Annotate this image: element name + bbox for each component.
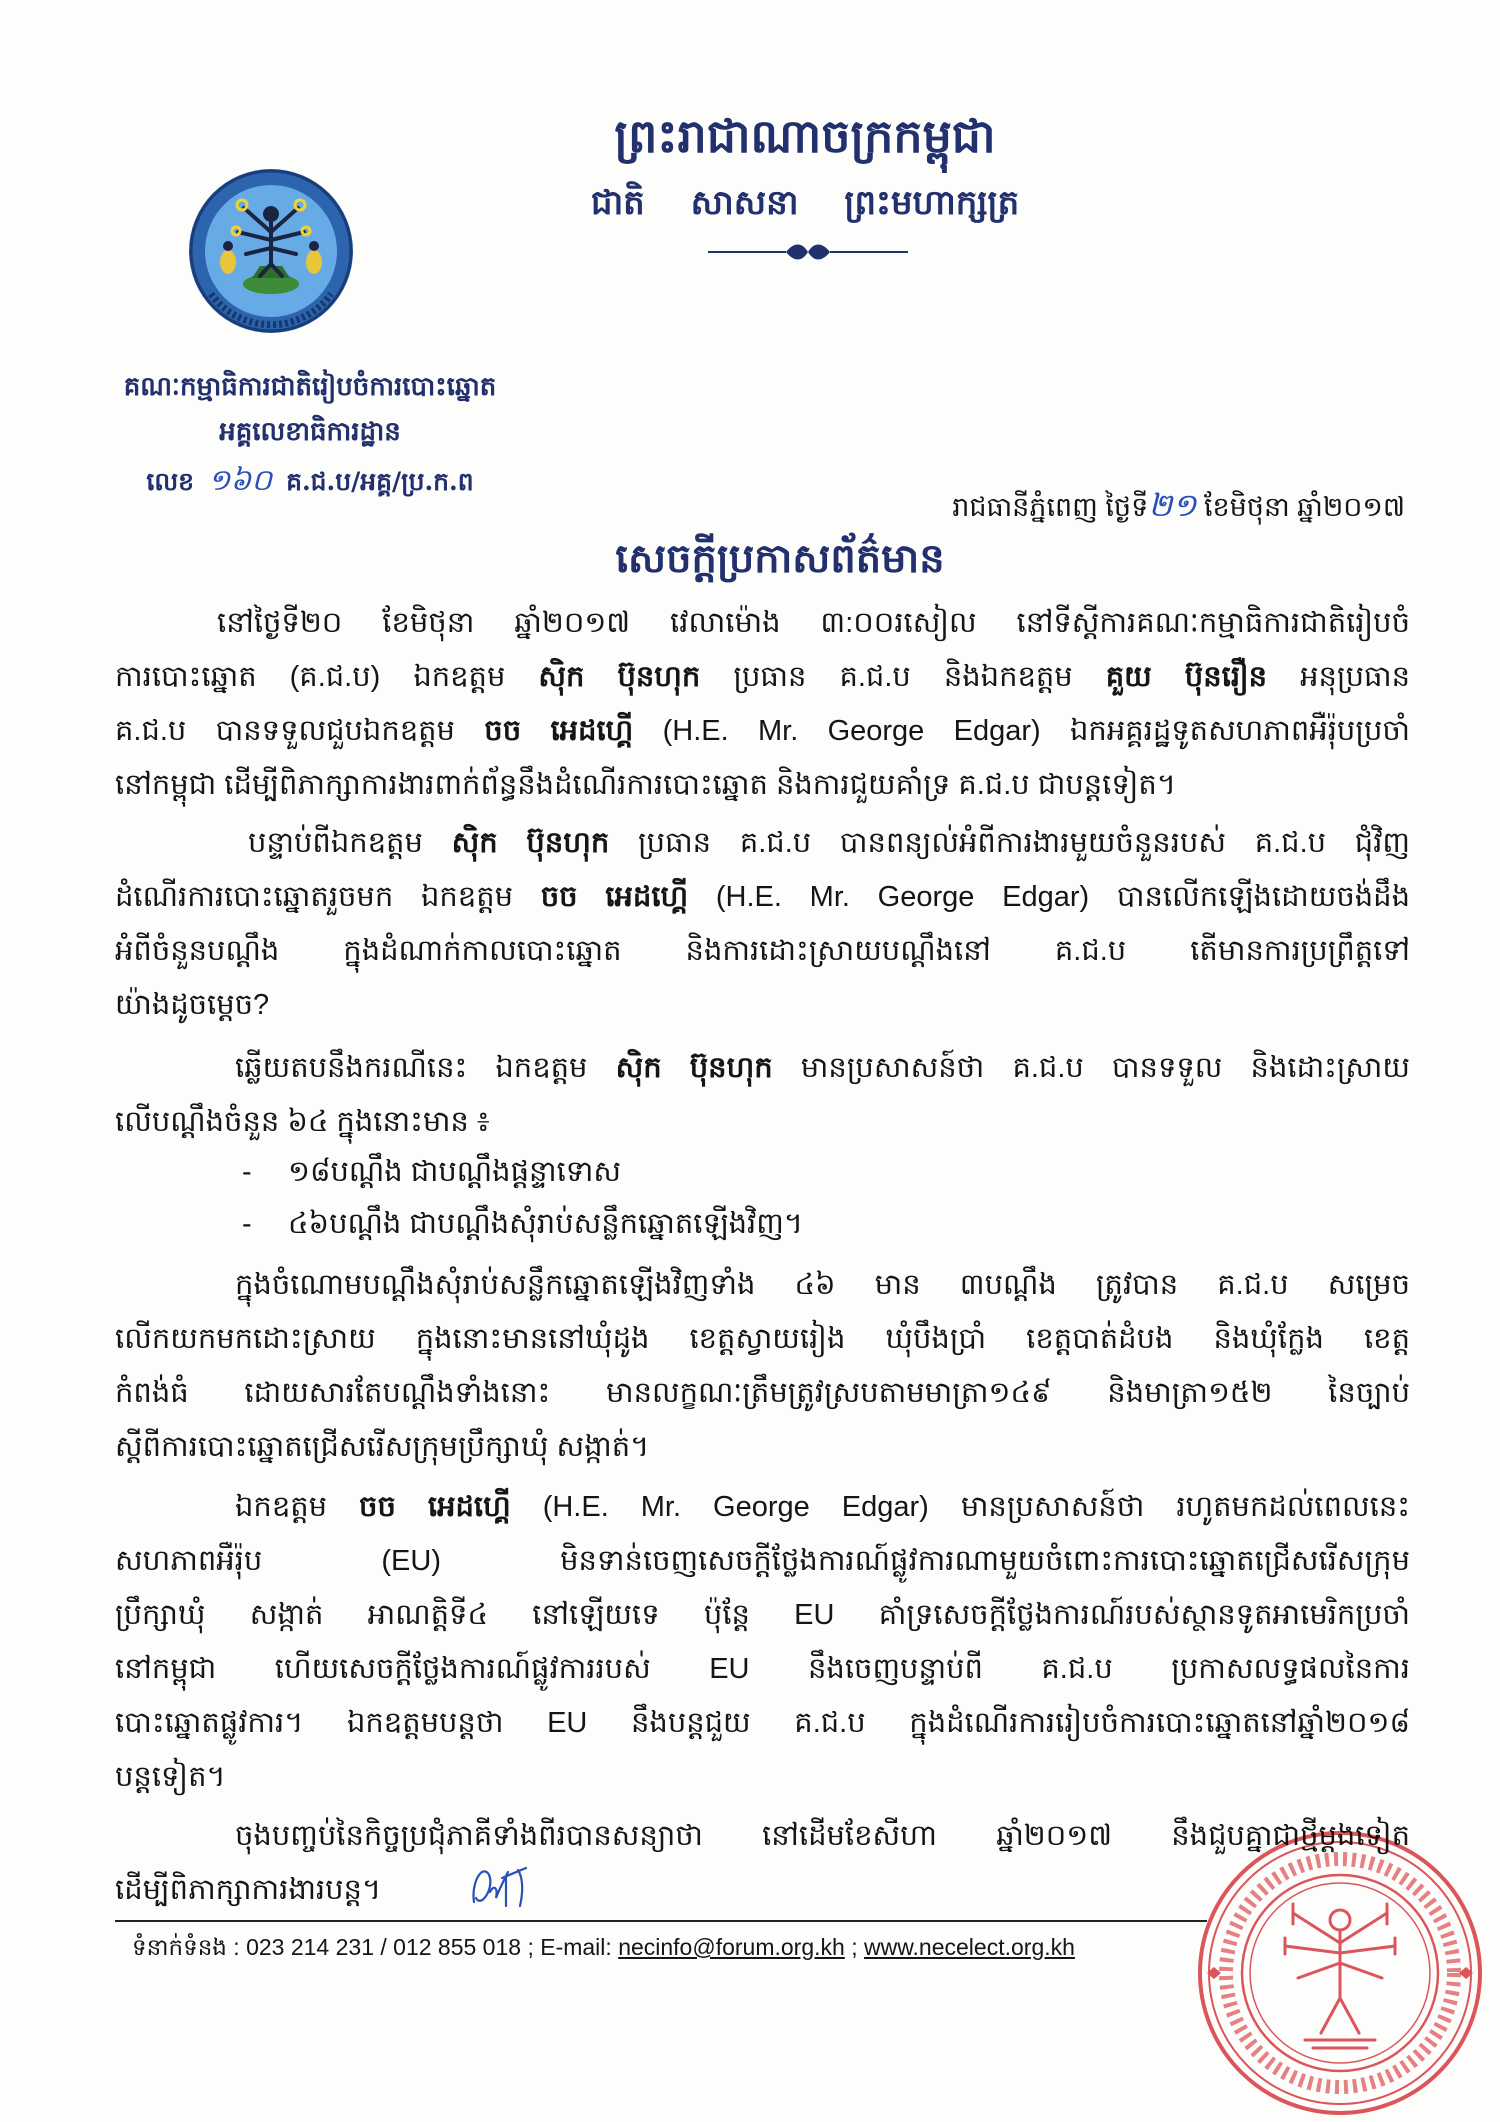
kingdom-title: ព្រះរាជាណាចក្រកម្ពុជា (614, 109, 996, 163)
text-run: លើបណ្តឹងចំនួន ៦៤ ក្នុងនោះមាន ៖ (115, 1106, 490, 1138)
footer-divider (115, 1920, 1207, 1922)
contact-label: ទំនាក់ទំនង : (132, 1934, 240, 1960)
text-line (115, 1750, 1410, 1804)
text-run: នៅថ្ងៃទី២០ ខែមិថុនា ឆ្នាំ២០១៧ វេលាម៉ោង ៣:០០រសៀល នៅទីស្តីការគណៈកម្មាធិការជាតិរៀបចំ (217, 607, 1410, 639)
text-line (115, 816, 1410, 870)
text-run: ប្រធាន គ.ជ.ប និងឯកឧត្តម (700, 661, 1106, 693)
body-paragraph (115, 816, 1410, 1032)
official-name: គួយ ប៊ុនរឿន (1105, 661, 1268, 693)
text-run: (H.E. Mr. George Edgar) បានលើកឡើងដោយចង់ដឹង (688, 881, 1410, 913)
complaint-list (115, 1146, 1410, 1250)
date-handwritten-day: ២១ (1148, 486, 1197, 524)
date-month-year: ខែមិថុនា ឆ្នាំ២០១៧ (1196, 492, 1405, 522)
official-name: ស៊ិក ប៊ុនហុក (451, 827, 610, 859)
text-line (115, 1642, 1410, 1696)
text-line (115, 924, 1410, 978)
reference-handwritten-number: ១៦០ (208, 463, 273, 497)
text-line (115, 596, 1410, 650)
official-name: ស៊ិក ប៊ុនហុក (615, 1052, 773, 1084)
text-line (115, 758, 1410, 812)
text-line (115, 1366, 1410, 1420)
footer-separator: ; (851, 1934, 858, 1960)
text-line (115, 1420, 1410, 1474)
text-run: នៅកម្ពុជា ដើម្បីពិភាក្សាការងារពាក់ព័ន្ធនឹងដំណើរការបោះឆ្នោត និងការជួយគាំទ្រ គ.ជ.ប ជាបន្តទៀត។ (115, 769, 1176, 801)
list-item (115, 1146, 1410, 1198)
text-run: ប្រធាន គ.ជ.ប បានពន្យល់អំពីការងារមួយចំនួនរបស់ គ.ជ.ប ជុំវិញ (609, 827, 1410, 859)
website-link[interactable]: www.necelect.org.kh (863, 1934, 1075, 1960)
text-run: ប្រឹក្សាឃុំ សង្កាត់ អាណត្តិទី៤ នៅឡើយទេ ប៉ុន្តែ EU គាំទ្រសេចក្តីថ្លែងការណ៍របស់ស្ថានទូតអាមេរិកប្រចាំ (115, 1599, 1410, 1631)
text-run: ឯកឧត្តម (235, 1491, 360, 1523)
text-run: សហភាពអឺរ៉ុប (EU) មិនទាន់ចេញសេចក្តីថ្លែងការណ៍ផ្លូវការណាមួយចំពោះការបោះឆ្នោតជ្រើសរើសក្រុម (115, 1545, 1410, 1577)
text-run: ការបោះឆ្នោត (គ.ជ.ប) ឯកឧត្តម (115, 661, 539, 693)
text-line (115, 978, 1410, 1032)
text-run: គ.ជ.ប បានទទួលជួបឯកឧត្តម (115, 715, 485, 747)
body-paragraph (115, 1258, 1410, 1474)
text-line (115, 1588, 1410, 1642)
list-bullet: - (242, 1208, 252, 1240)
contact-footer (132, 1928, 1212, 1966)
handwritten-initials-icon (468, 1862, 534, 1912)
list-bullet: - (242, 1156, 252, 1188)
contact-phones: 023 214 231 / 012 855 018 ; (246, 1934, 534, 1960)
text-line (115, 650, 1410, 704)
text-line (115, 1480, 1410, 1534)
text-line (115, 1696, 1410, 1750)
text-run: (H.E. Mr. George Edgar) ឯកអគ្គរដ្ឋទូតសហភាពអឺរ៉ុបប្រចាំ (633, 715, 1410, 747)
text-run: ដំណើរការបោះឆ្នោតរួចមក ឯកឧត្តម (115, 881, 541, 913)
text-run: បោះឆ្នោតផ្លូវការ។ ឯកឧត្តមបន្តថា EU នឹងបន្តជួយ គ.ជ.ប ក្នុងដំណើរការរៀបចំការបោះឆ្នោតនៅឆ្នាំ២០១៨ (115, 1707, 1410, 1739)
list-item-text: ១៨បណ្តឹង ជាបណ្តឹងផ្តន្ទាទោស (288, 1156, 622, 1188)
official-name: ចច អេដហ្គើ (484, 715, 634, 747)
text-run: លើកយកមកដោះស្រាយ ក្នុងនោះមាននៅឃុំដូង ខេត្តស្វាយរៀង ឃុំបឹងប្រាំ ខេត្តបាត់ដំបង និងឃុំក្លែង ខេត្ត (115, 1323, 1410, 1355)
text-run: (H.E. Mr. George Edgar) មានប្រសាសន៍ថា រហូតមកដល់ពេលនេះ (510, 1491, 1410, 1523)
document-title: សេចក្តីប្រកាសព័ត៌មាន (615, 535, 945, 582)
text-run: បន្តទៀត។ (115, 1761, 226, 1793)
text-run: ក្នុងចំណោមបណ្តឹងសុំរាប់សន្លឹកឆ្នោតឡើងវិញទាំង ៤៦ មាន ៣បណ្តឹង ត្រូវបាន គ.ជ.ប សម្រេច (235, 1269, 1410, 1301)
text-line (115, 1258, 1410, 1312)
text-run: ចុងបញ្ចប់នៃកិច្ចប្រជុំភាគីទាំងពីរបានសន្យាថា នៅដើមខែសីហា ឆ្នាំ២០១៧ នឹងជួបគ្នាជាថ្មីម្តងទៀត (235, 1820, 1410, 1852)
official-name: ស៊ិក ប៊ុនហុក (538, 661, 701, 693)
text-run: ស្តីពីការបោះឆ្នោតជ្រើសរើសក្រុមប្រឹក្សាឃុំ សង្កាត់។ (115, 1431, 650, 1463)
text-run: កំពង់ធំ ដោយសារតែបណ្តឹងទាំងនោះ មានលក្ខណៈត្រឹមត្រូវស្របតាមមាត្រា១៤៩ និងមាត្រា១៥២ នៃច្បាប់ (115, 1377, 1410, 1409)
email-label: E-mail: (540, 1934, 612, 1960)
email-link[interactable]: necinfo@forum.org.kh (618, 1934, 845, 1960)
date-place-prefix: រាជធានីភ្នំពេញ ថ្ងៃទី (952, 492, 1149, 522)
official-name: ចច អេដហ្គើ (540, 881, 689, 913)
official-name: ចច អេដហ្គើ (359, 1491, 511, 1523)
text-line (115, 1312, 1410, 1366)
text-line (115, 1534, 1410, 1588)
list-item-text: ៤៦បណ្តឹង ជាបណ្តឹងសុំរាប់សន្លឹកឆ្នោតឡើងវិញ។ (288, 1208, 803, 1240)
text-run: អំពីចំនួនបណ្តឹង ក្នុងដំណាក់កាលបោះឆ្នោត និងការដោះស្រាយបណ្តឹងនៅ គ.ជ.ប តើមានការប្រព្រឹត្តទៅ (115, 935, 1410, 967)
reference-code: គ.ជ.ប/អគ្គ/ប្រ.ក.ព (286, 467, 474, 496)
document-body (115, 0, 1410, 1918)
body-paragraph (115, 1480, 1410, 1804)
reference-label: លេខ (146, 467, 194, 496)
issuer-committee: គណៈកម្មាធិការជាតិរៀបចំការបោះឆ្នោត (123, 372, 497, 402)
body-paragraph (115, 1041, 1410, 1149)
text-run: ឆ្លើយតបនឹងករណីនេះ ឯកឧត្តម (235, 1052, 616, 1084)
text-run: មានប្រសាសន៍ថា គ.ជ.ប បានទទួល និងដោះស្រាយ (772, 1052, 1410, 1084)
list-item (115, 1198, 1410, 1250)
official-seal-icon (1193, 1828, 1487, 2118)
text-run: នៅកម្ពុជា ហើយសេចក្តីថ្លែងការណ៍ផ្លូវការរបស់ EU នឹងចេញបន្ទាប់ពី គ.ជ.ប ប្រកាសលទ្ធផលនៃការ (115, 1653, 1410, 1685)
text-run: អនុប្រធាន (1267, 661, 1410, 693)
text-line (115, 704, 1410, 758)
text-run: បន្ទាប់ពីឯកឧត្តម (248, 827, 452, 859)
body-paragraph (115, 596, 1410, 812)
text-line (115, 1041, 1410, 1095)
national-motto: ជាតិ សាសនា ព្រះមហាក្សត្រ (590, 183, 1020, 223)
text-line (115, 1095, 1410, 1149)
issuer-department: អគ្គលេខាធិការដ្ឋាន (219, 417, 401, 447)
text-run: យ៉ាងដូចម្តេច? (115, 989, 270, 1021)
text-line (115, 870, 1410, 924)
text-run: ដើម្បីពិភាក្សាការងារបន្ត។ (115, 1874, 382, 1906)
